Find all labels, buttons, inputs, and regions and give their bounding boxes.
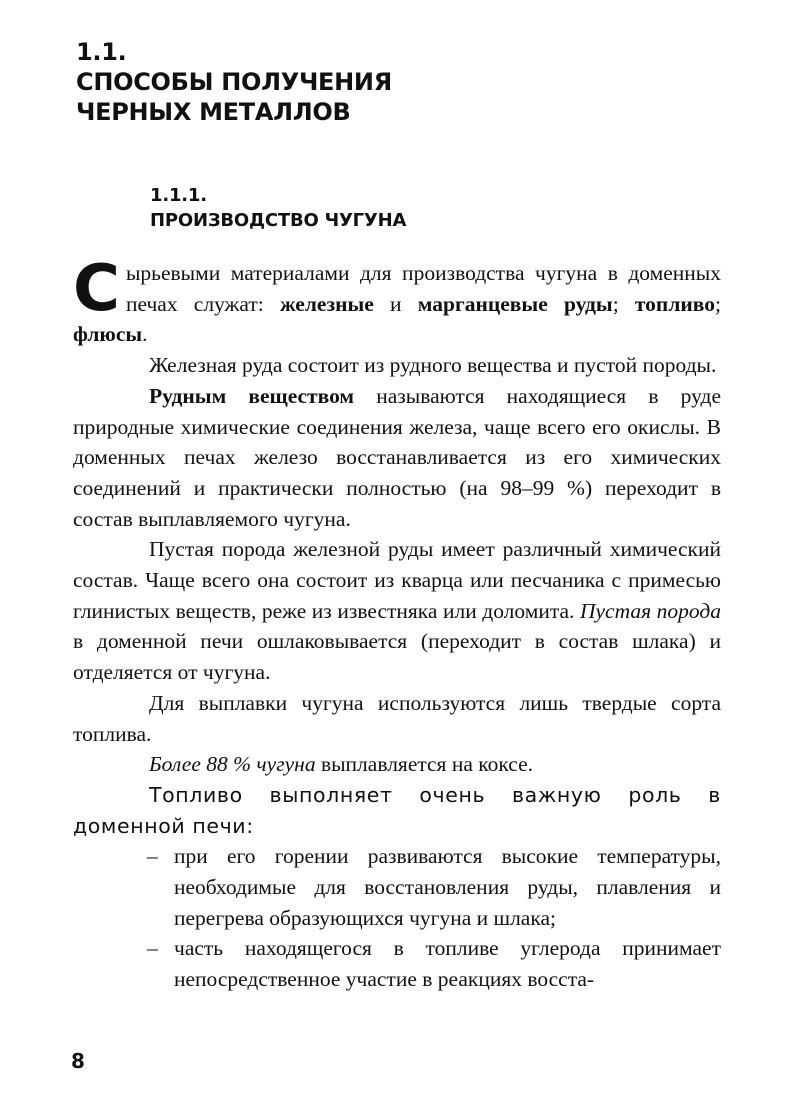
paragraph-ore-substance: Рудным веществом называются находящиеся в руде природные химические соединения железа, чаще всего его окислы. В доменных печах железо восстанавливается из его химических соединений и практически полностью (на 98–99 %) переходит в состав выплавляемого чугуна. (73, 383, 721, 531)
subsection-title: ПРОИЗВОДСТВО ЧУГУНА (150, 210, 407, 231)
list-item: – при его горении развиваются высокие температуры, необходимые для восстановления руды, плавления и перегрева образующихся чугуна и шлака; (73, 841, 721, 933)
section-title-line-1: СПОСОБЫ ПОЛУЧЕНИЯ (76, 68, 392, 96)
body-text (73, 252, 721, 995)
list-dash: – (147, 844, 158, 869)
section-title-line-2: ЧЕРНЫХ МЕТАЛЛОВ (76, 98, 351, 126)
section-heading (76, 37, 392, 127)
paragraph-fuel-role: Топливо выполняет очень важную роль в доменной печи: (73, 782, 721, 838)
section-number: 1.1. (76, 38, 127, 66)
paragraph-iron-ore: Железная руда состоит из рудного вещества и пустой породы. (149, 353, 717, 378)
subsection-number: 1.1.1. (150, 185, 207, 206)
term-gangue: Пустая порода (579, 598, 721, 623)
paragraph-gangue: Пустая порода железной руды имеет различный химический состав. Чаще всего она состоит из кварца или песчаника с примесью глинистых веществ, реже из известняка или доломита. Пустая порода в доменной печи ошлаковывается (переходит в состав шлака) и отделяется от чугуна. (73, 537, 721, 685)
paragraph-fuel-types: Для выплавки чугуна используются лишь твердые сорта топлива. (73, 690, 721, 746)
term-fluxes: флюсы (73, 322, 143, 347)
paragraph-coke: Более 88 % чугуна выплавляется на коксе. (149, 752, 533, 777)
emphasis-coke-share: Более 88 % чугуна (149, 752, 316, 777)
subsection-heading (150, 183, 406, 233)
term-iron-ore: железные (279, 291, 374, 316)
paragraph-raw-materials: Сырьевыми материалами для производства чугуна в доменных печах служат: железные и марганцевые руды; топливо; флюсы. (73, 252, 721, 347)
term-fuel: топливо (634, 291, 715, 316)
list-dash: – (147, 936, 158, 961)
list-item: – часть находящегося в топливе углерода принимает непосредственное участие в реакциях восста- (73, 933, 721, 994)
term-ore-substance: Рудным веществом (149, 383, 355, 408)
term-manganese-ore: марганцевые руды (417, 291, 613, 316)
drop-cap: С (73, 252, 120, 326)
page-number: 8 (71, 1049, 85, 1073)
